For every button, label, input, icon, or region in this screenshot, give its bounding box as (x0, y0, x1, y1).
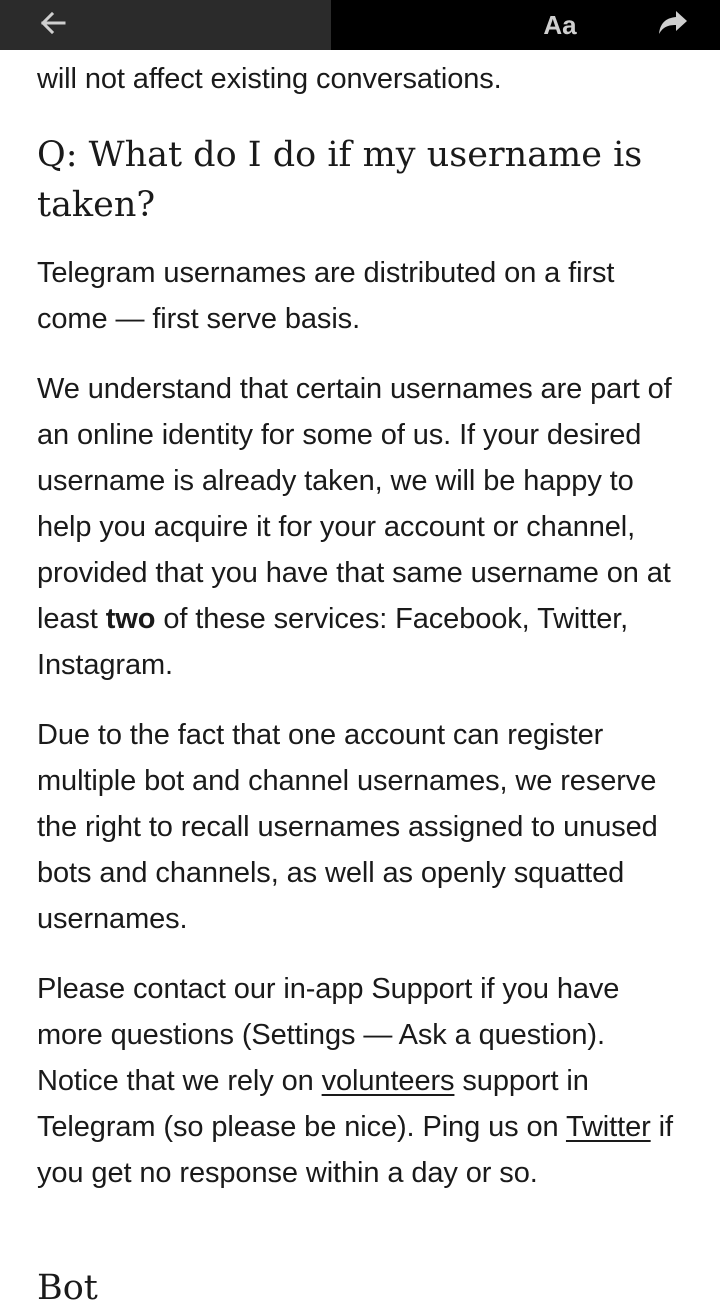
paragraph-recall: Due to the fact that one account can register multiple bot and channel usernames, we reserve the right to recall usernames assigned to unused bots and channels, as well as openly squatted usernames. (37, 719, 658, 935)
toolbar-left-section (0, 0, 331, 50)
font-size-label: Aa (543, 9, 577, 40)
paragraph-continuation: will not affect existing conversations. (37, 63, 502, 95)
support-text-3: if you get no response within a day or so. (37, 1111, 673, 1189)
back-button[interactable] (28, 0, 78, 50)
question-heading: Q: What do I do if my username is taken? (37, 135, 643, 225)
volunteers-link[interactable]: volunteers (321, 1065, 455, 1097)
twitter-link[interactable]: Twitter (565, 1111, 651, 1143)
share-arrow-icon (657, 9, 689, 42)
next-section-heading: Bot (37, 1268, 98, 1308)
share-button[interactable] (648, 0, 698, 50)
article-content (37, 56, 687, 1220)
identity-text-start: We understand that certain usernames are part of an online identity for some of us. If your desired username is already taken, we will be happy to help you acquire it for your account or channel, provided that you have that same username on at least (37, 373, 672, 635)
identity-text-end: of these services: Facebook, Twitter, Instagram. (37, 603, 629, 681)
paragraph-identity (37, 366, 687, 688)
paragraph-distribution: Telegram usernames are distributed on a first come — first serve basis. (37, 257, 615, 335)
font-size-button[interactable] (529, 0, 591, 50)
support-text-2: support in Telegram (so please be nice). Ping us on (37, 1065, 589, 1143)
reader-toolbar (0, 0, 720, 50)
support-text-1: Please contact our in-app Support if you have more questions (Settings — Ask a question). Notice that we rely on (37, 973, 620, 1097)
toolbar-right-section (331, 0, 720, 50)
identity-bold-two: two (105, 603, 156, 635)
arrow-left-icon (38, 8, 68, 43)
paragraph-support (37, 966, 687, 1196)
